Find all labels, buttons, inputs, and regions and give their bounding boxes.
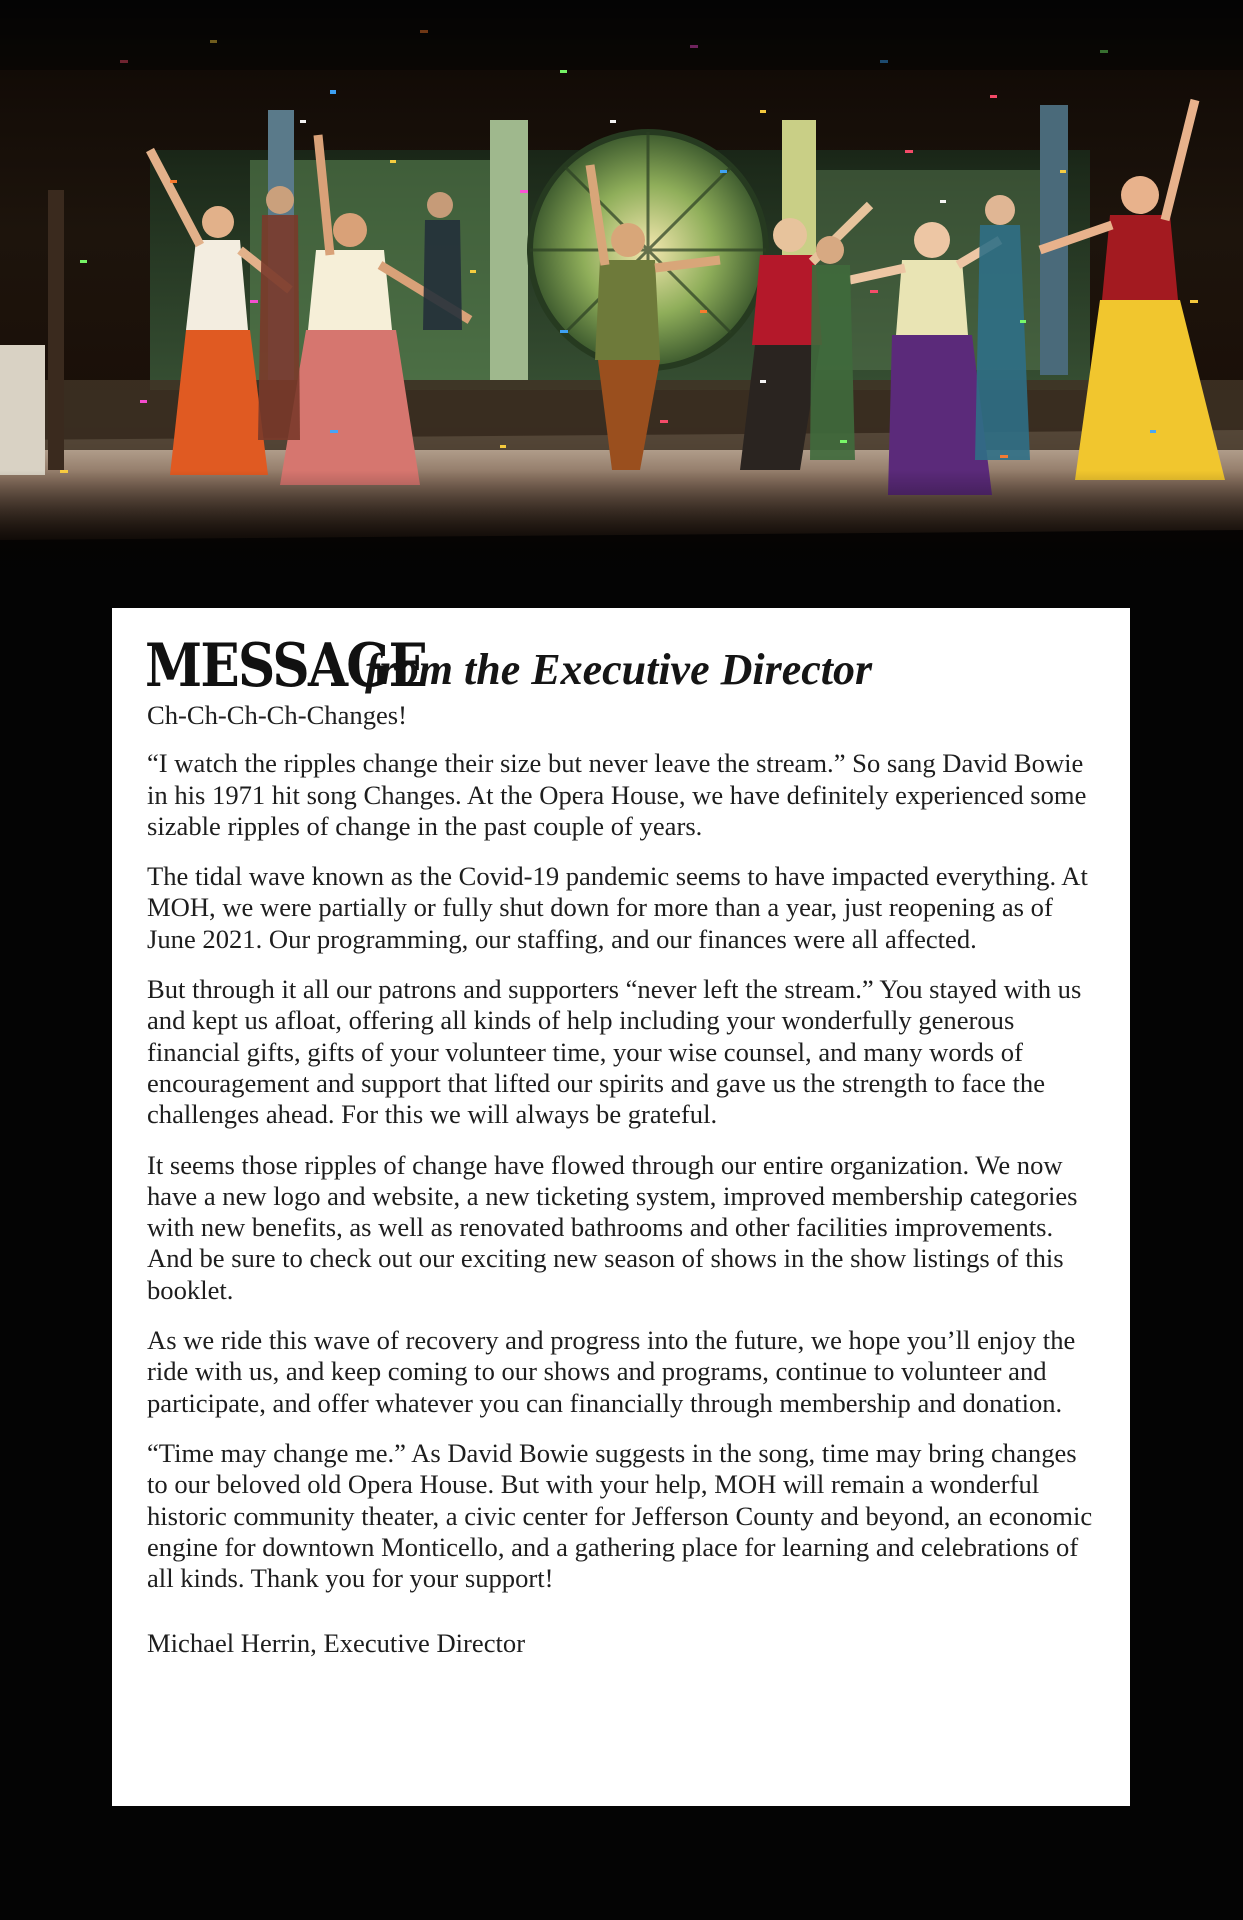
letter-paragraph-4: It seems those ripples of change have flowed through our entire organization. We now have a new logo and website, a new ticketing system, improved membership categories with new benefits, as well as renovated bathrooms and other facilities improvements. And be sure to check out our exciting new season of shows in the show listings of this booklet.: [147, 1149, 1078, 1305]
stage-photo: [0, 0, 1243, 580]
letter-heading: [145, 616, 873, 701]
letter-paragraph-3: But through it all our patrons and supporters “never left the stream.” You stayed with us and kept us afloat, offering all kinds of help including your wonderfully generous financial gifts, gifts of your volunteer time, your wise counsel, and many words of encouragement and support that lifted our spirits and gave us the strength to face the challenges ahead. For this we will always be grateful.: [147, 974, 1082, 1130]
letter-body: [147, 700, 1096, 1679]
heading-message: MESSAGE: [145, 631, 427, 701]
stage-performance-photo-icon: [0, 0, 1243, 580]
letter-paragraph-1: “I watch the ripples change their size but never leave the stream.” So sang David Bowie in his 1971 hit song Changes. At the Opera House, we have definitely experienced some sizable ripples of change in the past couple of years.: [147, 748, 1087, 841]
letter-paragraph-2: The tidal wave known as the Covid-19 pandemic seems to have impacted everything. At MOH, we were partially or fully shut down for more than a year, just reopening as of June 2021. Our programming, our staffing, and our finances were all affected.: [147, 861, 1088, 954]
letter-card: [112, 608, 1130, 1806]
heading-subtitle: from the Executive Director: [365, 645, 873, 694]
letter-paragraph-6: “Time may change me.” As David Bowie suggests in the song, time may bring changes to our beloved old Opera House. But with your help, MOH will remain a wonderful historic community theater, a civic center for Jefferson County and beyond, an economic engine for downtown Monticello, and a gathering place for learning and celebrations of all kinds. Thank you for your support!: [147, 1437, 1093, 1594]
letter-paragraph-5: As we ride this wave of recovery and progress into the future, we hope you’ll enjoy the ride with us, and keep coming to our shows and programs, continue to volunteer and participate, and offer whatever you can financially through membership and donation.: [147, 1325, 1076, 1418]
letter-signature: Michael Herrin, Executive Director: [147, 1628, 526, 1659]
letter-greeting: Ch-Ch-Ch-Ch-Changes!: [147, 700, 408, 730]
